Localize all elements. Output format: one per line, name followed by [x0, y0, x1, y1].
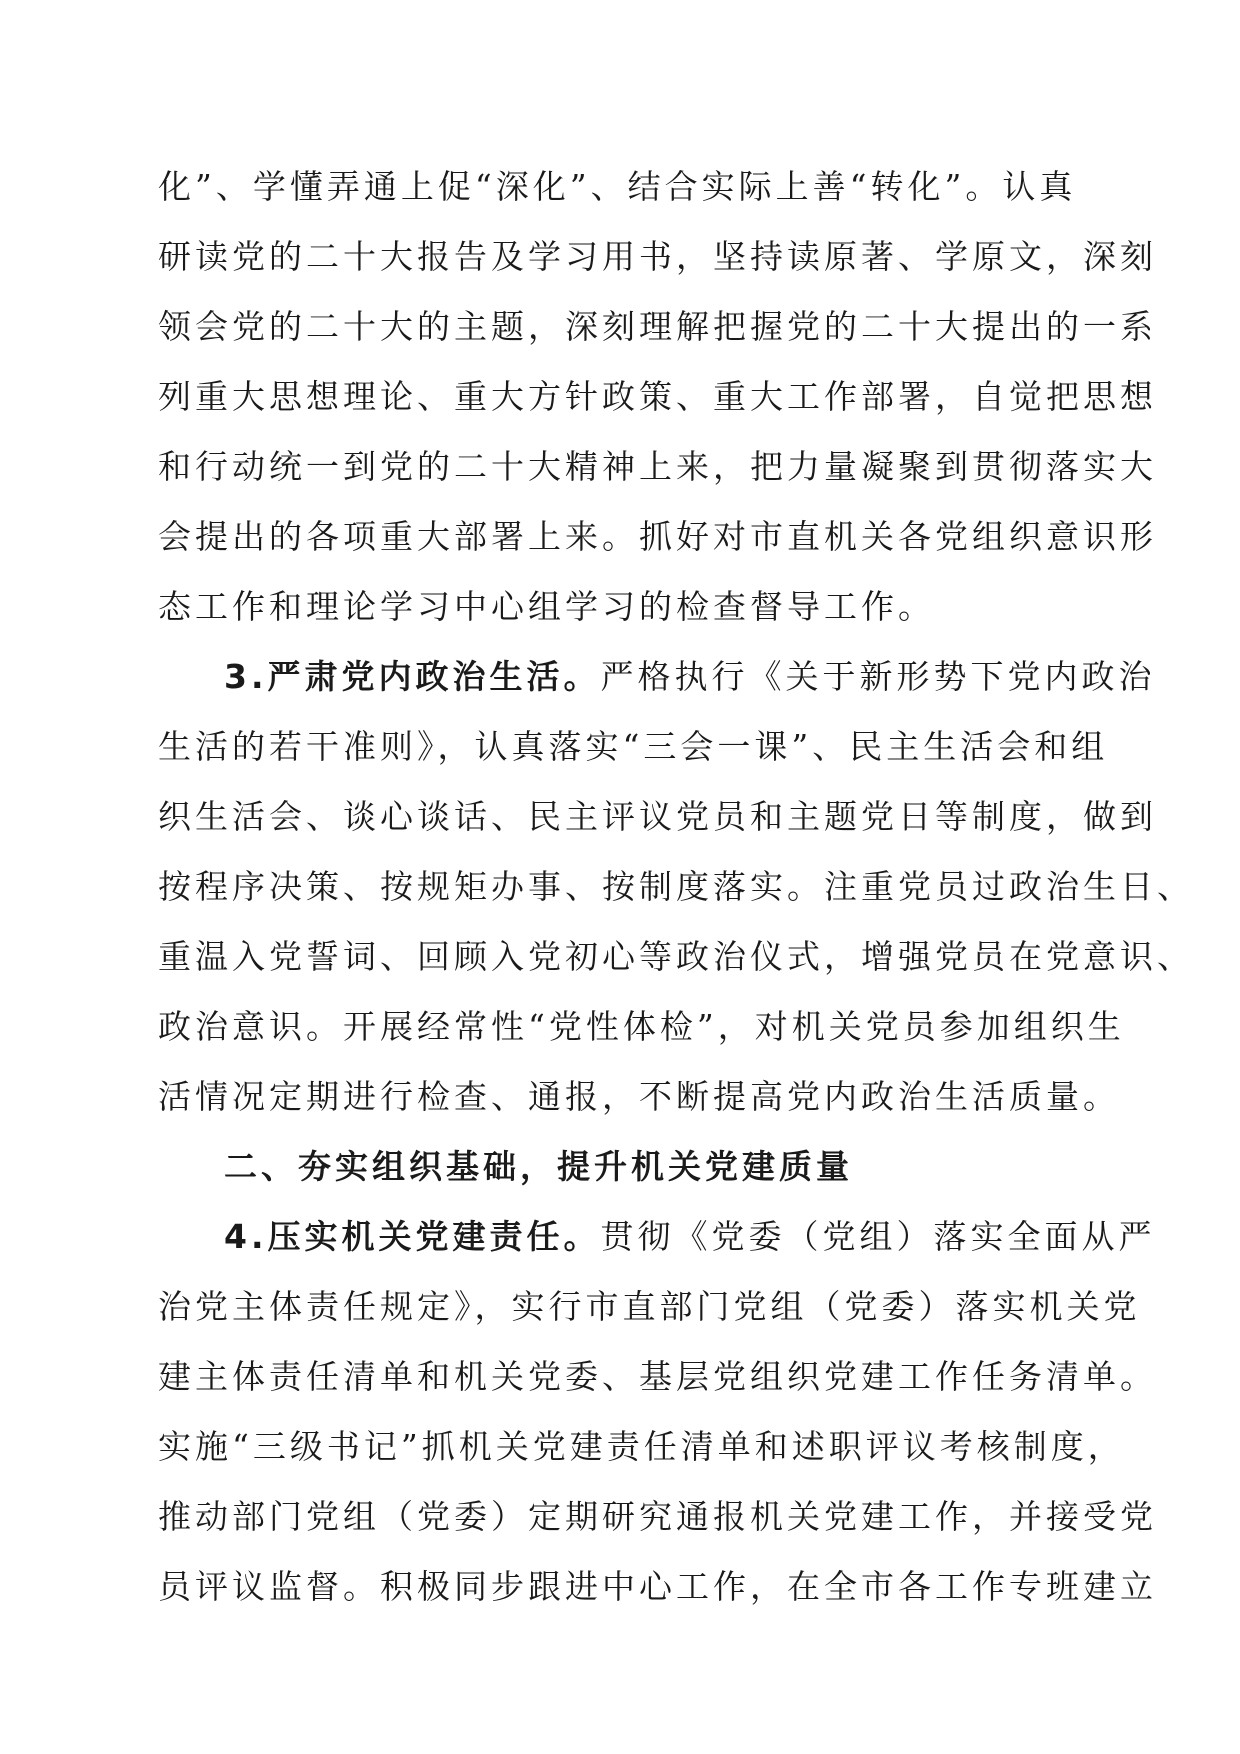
paragraph-1-line-3: 领会党的二十大的主题，深刻理解把握党的二十大提出的一系 [158, 307, 1157, 346]
paragraph-1-line-6: 会提出的各项重大部署上来。抓好对市直机关各党组织意识形 [158, 517, 1157, 556]
document-body [158, 152, 1194, 1622]
paragraph-2-line-1 [158, 642, 1156, 712]
paragraph-3-line-4: 实施“三级书记”抓机关党建责任清单和述职评议考核制度， [158, 1427, 1125, 1466]
paragraph-2-line-7: 活情况定期进行检查、通报，不断提高党内政治生活质量。 [158, 1077, 1120, 1116]
paragraph-2-line-6: 政治意识。开展经常性“党性体检”，对机关党员参加组织生 [158, 1007, 1125, 1046]
paragraph-3-line-3: 建主体责任清单和机关党委、基层党组织党建工作任务清单。 [158, 1357, 1157, 1396]
paragraph-2-line-5: 重温入党誓词、回顾入党初心等政治仪式，增强党员在党意识、 [158, 937, 1194, 976]
paragraph-3-title: 4.压实机关党建责任。 [224, 1217, 601, 1256]
paragraph-1-line-1: 化”、学懂弄通上促“深化”、结合实际上善“转化”。认真 [158, 167, 1077, 206]
paragraph-3-line-1 [158, 1202, 1156, 1272]
paragraph-1-line-4: 列重大思想理论、重大方针政策、重大工作部署，自觉把思想 [158, 377, 1157, 416]
section-heading: 二、夯实组织基础，提升机关党建质量 [224, 1147, 853, 1186]
paragraph-3-line-2: 治党主体责任规定》，实行市直部门党组（党委）落实机关党 [158, 1287, 1141, 1326]
paragraph-2-line-4: 按程序决策、按规矩办事、按制度落实。注重党员过政治生日、 [158, 867, 1194, 906]
paragraph-3-first-line-text: 贯彻《党委（党组）落实全面从严 [600, 1217, 1156, 1256]
paragraph-2-first-line-text: 严格执行《关于新形势下党内政治 [600, 657, 1156, 696]
paragraph-1-line-5: 和行动统一到党的二十大精神上来，把力量凝聚到贯彻落实大 [158, 447, 1157, 486]
paragraph-3-line-5: 推动部门党组（党委）定期研究通报机关党建工作，并接受党 [158, 1497, 1157, 1536]
paragraph-2-title: 3.严肃党内政治生活。 [224, 657, 601, 696]
paragraph-1-line-7: 态工作和理论学习中心组学习的检查督导工作。 [158, 587, 935, 626]
paragraph-2-line-3: 织生活会、谈心谈话、民主评议党员和主题党日等制度，做到 [158, 797, 1157, 836]
paragraph-2-line-2: 生活的若干准则》，认真落实“三会一课”、民主生活会和组 [158, 727, 1109, 766]
paragraph-3-line-6: 员评议监督。积极同步跟进中心工作，在全市各工作专班建立 [158, 1567, 1157, 1606]
paragraph-1-line-2: 研读党的二十大报告及学习用书，坚持读原著、学原文，深刻 [158, 237, 1157, 276]
